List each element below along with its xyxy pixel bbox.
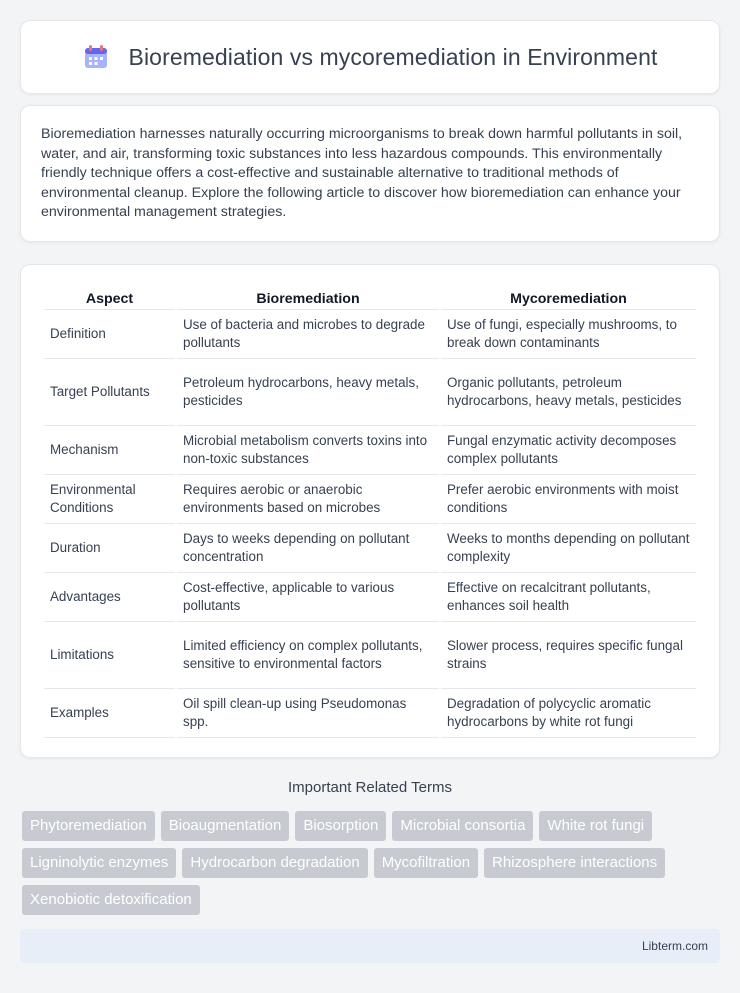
mycoremediation-cell: Effective on recalcitrant pollutants, enhances soil health	[441, 573, 696, 622]
related-terms-heading: Important Related Terms	[288, 779, 452, 796]
bioremediation-cell: Limited efficiency on complex pollutants, sensitive to environmental factors	[177, 622, 439, 689]
mycoremediation-cell: Slower process, requires specific fungal strains	[441, 622, 696, 689]
aspect-cell: Examples	[44, 689, 175, 738]
comparison-table	[42, 285, 698, 738]
related-term-tag[interactable]: Hydrocarbon degradation	[182, 848, 367, 878]
bioremediation-cell: Days to weeks depending on pollutant concentration	[177, 524, 439, 573]
footer	[20, 929, 720, 963]
table-row	[44, 359, 696, 426]
intro-card	[20, 105, 720, 242]
bioremediation-cell: Oil spill clean-up using Pseudomonas spp.	[177, 689, 439, 738]
aspect-cell: Limitations	[44, 622, 175, 689]
bioremediation-cell: Use of bacteria and microbes to degrade pollutants	[177, 310, 439, 359]
bioremediation-cell: Microbial metabolism converts toxins into non-toxic substances	[177, 426, 439, 475]
footer-site-link[interactable]: Libterm.com	[641, 939, 708, 953]
related-term-tag[interactable]: Biosorption	[295, 811, 386, 841]
related-terms-list	[22, 811, 722, 915]
table-row	[44, 689, 696, 738]
mycoremediation-cell: Weeks to months depending on pollutant complexity	[441, 524, 696, 573]
table-row	[44, 622, 696, 689]
table-header-row	[44, 285, 696, 310]
header-card	[20, 20, 720, 94]
intro-paragraph: Bioremediation harnesses naturally occurring microorganisms to break down harmful pollutants in soil, water, and air, transforming toxic substances into less hazardous compounds. This environmentally friendly technique offers a cost-effective and sustainable alternative to traditional methods of environmental cleanup. Explore the following article to discover how bioremediation can enhance your environmental management strategies.	[41, 126, 683, 220]
header-aspect: Aspect	[44, 285, 175, 310]
table-row	[44, 310, 696, 359]
aspect-cell: Target Pollutants	[44, 359, 175, 426]
aspect-cell: Environmental Conditions	[44, 475, 175, 524]
calendar-icon	[83, 44, 109, 70]
table-row	[44, 524, 696, 573]
header-bioremediation: Bioremediation	[177, 285, 439, 310]
mycoremediation-cell: Degradation of polycyclic aromatic hydrocarbons by white rot fungi	[441, 689, 696, 738]
mycoremediation-cell: Prefer aerobic environments with moist conditions	[441, 475, 696, 524]
aspect-cell: Definition	[44, 310, 175, 359]
related-term-tag[interactable]: Ligninolytic enzymes	[22, 848, 176, 878]
related-term-tag[interactable]: Rhizosphere interactions	[484, 848, 665, 878]
table-row	[44, 475, 696, 524]
related-term-tag[interactable]: Mycofiltration	[374, 848, 478, 878]
mycoremediation-cell: Fungal enzymatic activity decomposes complex pollutants	[441, 426, 696, 475]
aspect-cell: Mechanism	[44, 426, 175, 475]
table-row	[44, 426, 696, 475]
page-title: Bioremediation vs mycoremediation in Environment	[128, 43, 658, 70]
header-mycoremediation: Mycoremediation	[441, 285, 696, 310]
related-term-tag[interactable]: Xenobiotic detoxification	[22, 885, 200, 915]
aspect-cell: Advantages	[44, 573, 175, 622]
related-term-tag[interactable]: Bioaugmentation	[161, 811, 290, 841]
header-inner	[83, 44, 658, 71]
comparison-table-card	[20, 264, 720, 758]
bioremediation-cell: Petroleum hydrocarbons, heavy metals, pesticides	[177, 359, 439, 426]
related-term-tag[interactable]: Phytoremediation	[22, 811, 155, 841]
mycoremediation-cell: Use of fungi, especially mushrooms, to break down contaminants	[441, 310, 696, 359]
aspect-cell: Duration	[44, 524, 175, 573]
bioremediation-cell: Cost-effective, applicable to various pollutants	[177, 573, 439, 622]
related-term-tag[interactable]: Microbial consortia	[392, 811, 533, 841]
related-term-tag[interactable]: White rot fungi	[539, 811, 652, 841]
mycoremediation-cell: Organic pollutants, petroleum hydrocarbons, heavy metals, pesticides	[441, 359, 696, 426]
bioremediation-cell: Requires aerobic or anaerobic environments based on microbes	[177, 475, 439, 524]
table-row	[44, 573, 696, 622]
